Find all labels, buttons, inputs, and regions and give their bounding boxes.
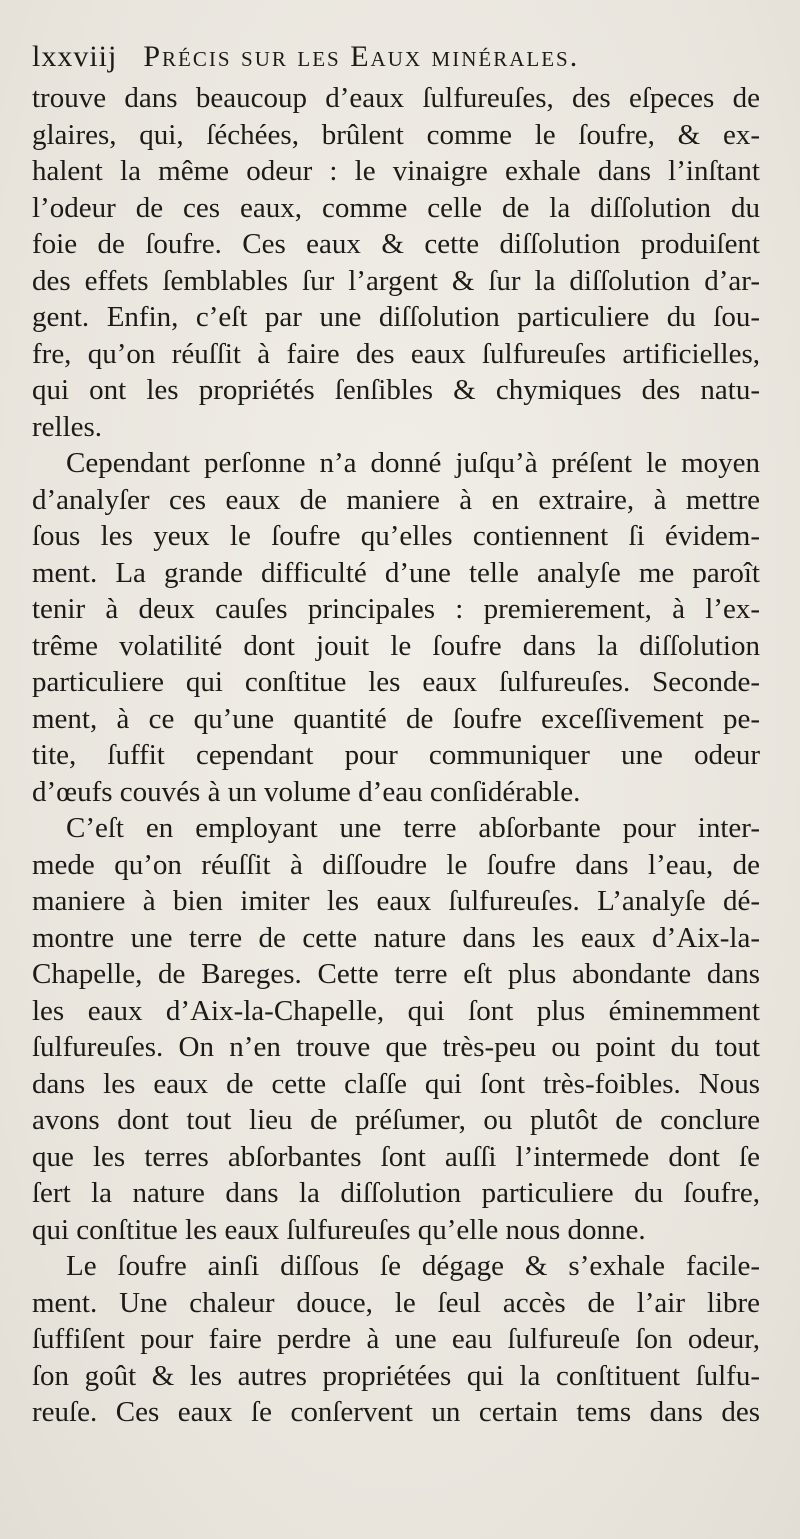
page-number: lxxviij xyxy=(32,40,118,73)
text-line: ment, à ce qu’une quantité de ſoufre exceſſivement pe- xyxy=(32,702,760,735)
text-line: reuſe. Ces eaux ſe conſervent un certain tems dans des xyxy=(32,1396,760,1428)
text-line: foie de ſoufre. Ces eaux & cette diſſolution produiſent xyxy=(32,228,760,260)
text-line: que les terres abſorbantes ſont auſſi l’intermede dont ſe xyxy=(32,1140,760,1173)
text-line: trouve dans beaucoup d’eaux ſulfureuſes, des eſpeces de xyxy=(32,82,760,114)
text-line: qui conſtitue les eaux ſulfureuſes qu’elle nous donne. xyxy=(32,1213,646,1246)
text-line: d’œufs couvés à un volume d’eau conſidérable. xyxy=(32,775,581,808)
text-line: l’odeur de ces eaux, comme celle de la diſſolution du xyxy=(32,191,760,224)
text-line: particuliere qui conſtitue les eaux ſulfureuſes. Seconde- xyxy=(32,666,760,698)
text-line: ſuffiſent pour faire perdre à une eau ſulfureuſe ſon odeur, xyxy=(32,1323,760,1355)
text-line: qui ont les propriétés ſenſibles & chymiques des natu- xyxy=(32,374,760,406)
text-line: ſous les yeux le ſoufre qu’elles contiennent ſi évidem- xyxy=(32,520,760,552)
text-line: halent la même odeur : le vinaigre exhale dans l’inſtant xyxy=(32,155,760,187)
text-line: mede qu’on réuſſit à diſſoudre le ſoufre dans l’eau, de xyxy=(32,848,760,881)
text-line: ment. Une chaleur douce, le ſeul accès de l’air libre xyxy=(32,1286,760,1319)
text-line: d’analyſer ces eaux de maniere à en extraire, à mettre xyxy=(32,483,760,516)
text-line: trême volatilité dont jouit le ſoufre dans la diſſolution xyxy=(32,629,760,662)
text-line: gent. Enfin, c’eſt par une diſſolution particuliere du ſou- xyxy=(32,301,760,333)
text-line: dans les eaux de cette claſſe qui ſont très-foibles. Nous xyxy=(32,1067,760,1100)
body-text xyxy=(32,80,760,1431)
text-line: tite, ſuffit cependant pour communiquer une odeur xyxy=(32,739,760,771)
text-line: des effets ſemblables ſur l’argent & ſur la diſſolution d’ar- xyxy=(32,264,760,297)
text-line: C’eſt en employant une terre abſorbante pour inter- xyxy=(66,812,760,844)
text-line: Chapelle, de Bareges. Cette terre eſt plus abondante dans xyxy=(32,958,760,990)
text-line: ſon goût & les autres propriétées qui la conſtituent ſulfu- xyxy=(32,1359,760,1392)
text-line: glaires, qui, ſéchées, brûlent comme le ſoufre, & ex- xyxy=(32,118,760,151)
text-line: ment. La grande difficulté d’une telle analyſe me paroît xyxy=(32,556,760,589)
text-line: relles. xyxy=(32,410,103,443)
text-line: fre, qu’on réuſſit à faire des eaux ſulfureuſes artificielles, xyxy=(32,337,760,370)
text-line: Cependant perſonne n’a donné juſqu’à préſent le moyen xyxy=(66,447,760,479)
text-line: les eaux d’Aix-la-Chapelle, qui ſont plus éminemment xyxy=(32,994,760,1027)
text-line: Le ſoufre ainſi diſſous ſe dégage & s’exhale facile- xyxy=(66,1250,760,1282)
text-line: ſert la nature dans la diſſolution particuliere du ſoufre, xyxy=(32,1177,760,1209)
text-line: maniere à bien imiter les eaux ſulfureuſes. L’analyſe dé- xyxy=(32,885,760,917)
text-line: avons dont tout lieu de préſumer, ou plutôt de conclure xyxy=(32,1104,760,1136)
text-line: montre une terre de cette nature dans les eaux d’Aix-la- xyxy=(32,921,760,954)
text-line: tenir à deux cauſes principales : premierement, à l’ex- xyxy=(32,593,760,625)
text-line: ſulfureuſes. On n’en trouve que très-peu ou point du tout xyxy=(32,1031,760,1063)
running-title: Précis sur les Eaux minérales. xyxy=(143,40,580,73)
